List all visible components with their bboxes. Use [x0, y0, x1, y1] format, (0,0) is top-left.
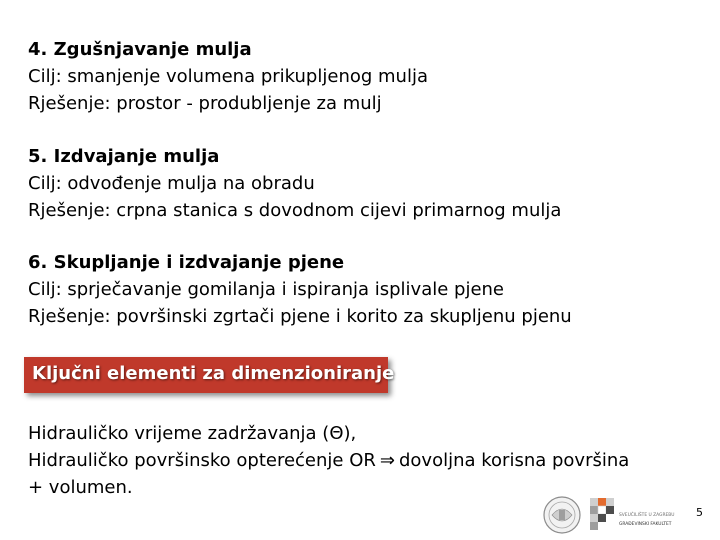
section-sludge-removal — [28, 143, 561, 224]
surface-loading-line — [28, 447, 629, 474]
footer-logos — [543, 495, 703, 535]
key-elements-banner — [24, 357, 395, 393]
surface-loading-text: Hidrauličko površinsko opterećenje OR — [28, 450, 376, 471]
page-number: 5 — [696, 506, 703, 519]
faculty-logo-line2: GRAĐEVINSKI FAKULTET — [619, 522, 672, 527]
implies-arrow-icon: ⇒ — [379, 450, 395, 471]
volume-line: + volumen. — [28, 477, 133, 498]
design-parameters — [28, 420, 629, 501]
section-sludge-thickening — [28, 36, 428, 117]
section-goal: Cilj: odvođenje mulja na obradu — [28, 173, 315, 194]
retention-time-line: Hidrauličko vrijeme zadržavanja (Θ), — [28, 423, 357, 444]
section-heading: 5. Izdvajanje mulja — [28, 146, 220, 167]
section-heading: 6. Skupljanje i izdvajanje pjene — [28, 252, 345, 273]
useful-area-text: dovoljna korisna površina — [398, 450, 630, 471]
section-solution: Rješenje: prostor - produbljenje za mulj — [28, 93, 382, 114]
section-heading: 4. Zgušnjavanje mulja — [28, 39, 252, 60]
section-goal: Cilj: sprječavanje gomilanja i ispiranja isplivale pjene — [28, 279, 505, 300]
section-solution: Rješenje: površinski zgrtači pjene i korito za skupljenu pjenu — [28, 306, 572, 327]
faculty-logo-icon — [590, 498, 675, 530]
section-goal: Cilj: smanjenje volumena prikupljenog mulja — [28, 66, 428, 87]
faculty-logo-line1: SVEUČILIŠTE U ZAGREBU — [619, 513, 675, 518]
key-elements-label: Ključni elementi za dimenzioniranje — [32, 363, 395, 384]
university-seal-icon — [544, 497, 580, 533]
section-solution: Rješenje: crpna stanica s dovodnom cijevi primarnog mulja — [28, 200, 562, 221]
section-scum-collection — [28, 249, 572, 330]
